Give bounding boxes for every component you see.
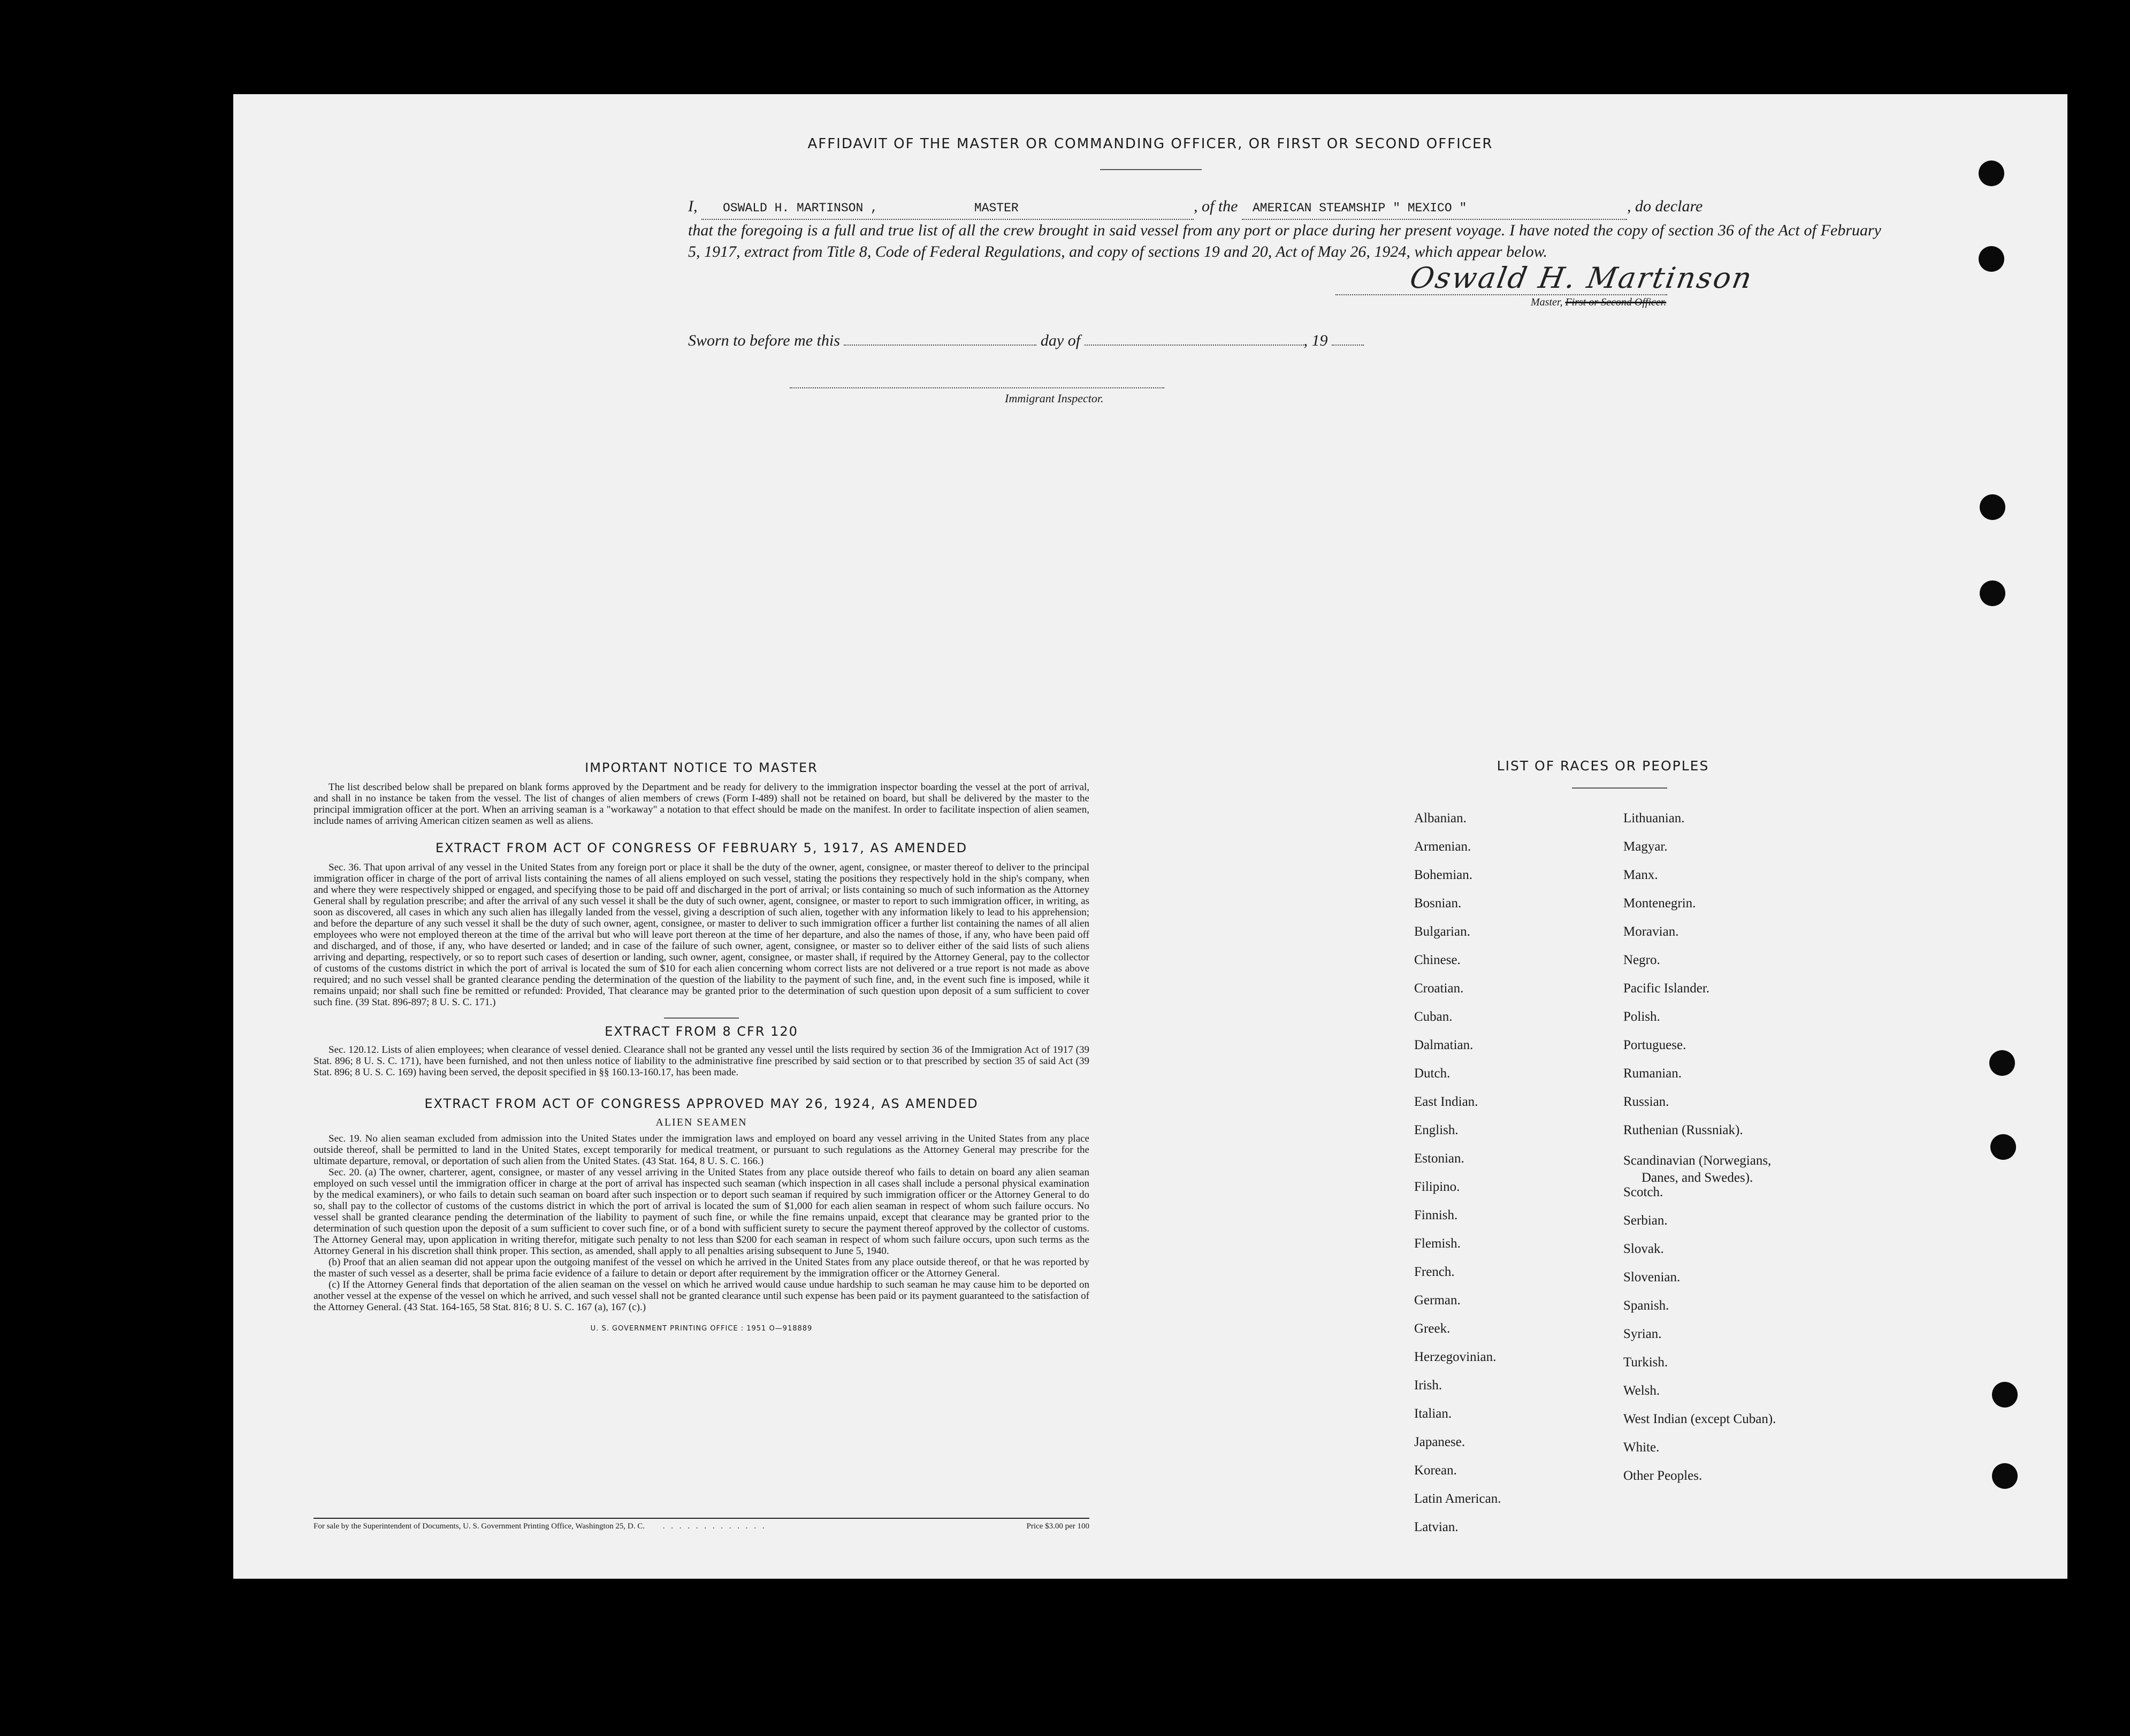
race-item: Scotch. [1623,1185,1663,1199]
race-item: Lithuanian. [1623,811,1685,825]
race-item: Korean. [1414,1463,1457,1478]
race-item: Rumanian. [1623,1066,1682,1081]
inspector-caption: Immigrant Inspector. [1005,392,1104,405]
race-item: Serbian. [1623,1213,1668,1228]
extract-1917-title: EXTRACT FROM ACT OF CONGRESS OF FEBRUARY 5, 1917, AS AMENDED [435,840,968,855]
race-item: Slovenian. [1623,1270,1681,1284]
affidavit-line-1 [688,196,1887,220]
race-item: Portuguese. [1623,1038,1686,1052]
race-item: Estonian. [1414,1151,1464,1166]
race-item: Flemish. [1414,1236,1461,1251]
race-item: Greek. [1414,1321,1450,1336]
punch-hole [1992,1463,2018,1489]
footer-price: Price $3.00 per 100 [1026,1522,1089,1531]
signature-caption: Master, First or Second Officer. [1531,296,1667,308]
race-item: Herzegovinian. [1414,1350,1497,1364]
race-item: Chinese. [1414,953,1461,967]
race-item: Bosnian. [1414,896,1462,911]
race-item: Slovak. [1623,1242,1664,1256]
race-item: Finnish. [1414,1208,1458,1222]
extract-cfr-text: Sec. 120.12. Lists of alien employees; when clearance of vessel denied. Clearance shall not be granted any vessel until the lists required by section 36 of the Immigration Act of 1917 (39 Stat. 896; 8 U. S. C. 171), have been furnished, and not then unless notice of liability to the administrative fine prescribed by said section or to that prescribed by section 35 of said Act (39 Stat. 896; 8 U. S. C. 169) having been served, the deposit specified in §§ 160.13-160.17, has been made. [314,1044,1089,1078]
race-item: West Indian (except Cuban). [1623,1412,1776,1426]
race-item: Bulgarian. [1414,924,1470,939]
race-item: Japanese. [1414,1435,1465,1449]
footer-sale-text: For sale by the Superintendent of Documents, U. S. Government Printing Office, Washington 25, D. C. [314,1522,645,1531]
race-item: Latvian. [1414,1520,1459,1534]
vessel-name: AMERICAN STEAMSHIP " MEXICO " [1253,201,1467,215]
master-rank: MASTER [974,201,1019,215]
race-item: French. [1414,1265,1455,1279]
race-item: Russian. [1623,1095,1669,1109]
race-item: Montenegrin. [1623,896,1696,911]
race-item: Italian. [1414,1406,1452,1421]
gpo-imprint: U. S. GOVERNMENT PRINTING OFFICE : 1951 O—918889 [590,1325,813,1333]
notice-title: IMPORTANT NOTICE TO MASTER [585,760,818,775]
race-item: Other Peoples. [1623,1469,1703,1483]
race-item: Polish. [1623,1010,1660,1024]
races-title: LIST OF RACES OR PEOPLES [1497,758,1709,774]
extract-cfr-title: EXTRACT FROM 8 CFR 120 [605,1024,798,1039]
affidavit-i: I, [688,197,698,215]
master-name-field [701,196,1194,220]
race-item: Armenian. [1414,839,1471,854]
race-item: Negro. [1623,953,1660,967]
race-item: Irish. [1414,1378,1442,1393]
race-item: Bohemian. [1414,868,1473,882]
race-item: Filipino. [1414,1180,1460,1194]
footer-rule [314,1518,1089,1519]
punch-hole [1979,246,2004,272]
race-item: Dutch. [1414,1066,1450,1081]
race-item: Dalmatian. [1414,1038,1474,1052]
extract-1924-p1: Sec. 19. No alien seaman excluded from admission into the United States under the immigration laws and employed on board any vessel arriving in the United States from any place outside thereof, shall be permitted to land in the United States, except temporarily for medical treatment, or pursuant to such regulations as the Attorney General may prescribe for the ultimate departure, removal, or deportation of such alien from the United States. (43 Stat. 164, 8 U. S. C. 166.) [314,1133,1089,1167]
race-item: Manx. [1623,868,1658,882]
race-item: Turkish. [1623,1355,1668,1370]
race-item: English. [1414,1123,1459,1137]
race-item: Ruthenian (Russniak). [1623,1123,1743,1137]
race-item: Cuban. [1414,1010,1453,1024]
extract-1917-text: Sec. 36. That upon arrival of any vessel in the United States from any foreign port or place it shall be the duty of the owner, agent, consignee, or master thereof to deliver to the principal immigration officer in charge of the port of arrival lists containing the names of all aliens employed on such vessel, stating the positions they respectively hold in the ship's company, when and where they were respectively shipped or engaged, and specifying those to be paid off and discharged in the port of arrival; or lists containing so much of such information as the Attorney General shall by regulation prescribe; and after the arrival of any such vessel it shall be the duty of such owner, agent, consignee, or master to report to such immigration officer, in writing, as soon as discovered, all cases in which any such alien has illegally landed from the vessel, giving a description of such alien, together with any information likely to lead to his apprehension; and before the departure of any such vessel it shall be the duty of such owner, agent, consignee, or master to deliver to such immigration officer a further list containing the names of all alien employees who were not employed thereon at the time of the arrival but who will leave port thereon at the time of her departure, and also the names of those, if any, who have been paid off and discharged, and of those, if any, who have deserted or landed; and in case of the failure of such owner, agent, consignee, or master so to deliver either of the said lists of such aliens arriving and departing, respectively, or so to report such cases of desertion or landing, such owner, agent, consignee, or master shall, if required by the Attorney General, pay to the collector of customs of the customs district in which the port of arrival is located the sum of $10 for each alien concerning whom correct lists are not delivered or a true report is not made as above required; and no such vessel shall be granted clearance pending the determination of the question of the liability to the payment of such fine, and, in the event such fine is imposed, while it remains unpaid; nor shall such fine be remitted or refunded: Provided, That clearance may be granted prior to the determination of such question upon deposit of a sum sufficient to cover such fine. (39 Stat. 896-897; 8 U. S. C. 171.) [314,862,1089,1008]
title-divider [1100,169,1202,170]
race-item: Scandinavian (Norwegians, [1623,1153,1772,1168]
extract-1924-title: EXTRACT FROM ACT OF CONGRESS APPROVED MAY 26, 1924, AS AMENDED [424,1096,979,1111]
extract-1924-p4: (c) If the Attorney General finds that deportation of the alien seaman on the vessel on which he arrived would cause undue hardship to such seaman he may cause him to be deported on another vessel at the expense of the vessel on which he arrived, and such vessel shall not be granted clearance until such expense has been paid or its payment guaranteed to the satisfaction of the Attorney General. (43 Stat. 164-165, 58 Stat. 816; 8 U. S. C. 167 (a), 167 (c).) [314,1279,1089,1313]
race-item: Welsh. [1623,1383,1660,1398]
extract-1924-p3: (b) Proof that an alien seaman did not appear upon the outgoing manifest of the vessel on which he arrived in the United States from any place outside thereof, or that he was reported by the master of such vessel as a deserter, shall be prima facie evidence of a failure to detain or deport after requirement by the immigration officer or the Attorney General. [314,1257,1089,1279]
sworn-line: Sworn to before me this day of , 19 [688,332,1364,350]
race-item: Latin American. [1414,1492,1501,1506]
extract-1924-subtitle: ALIEN SEAMEN [655,1116,747,1128]
races-divider [1572,787,1667,789]
punch-hole [1980,494,2005,520]
document-page [233,94,2067,1579]
do-declare-label: , do declare [1627,197,1703,215]
affidavit-body: that the foregoing is a full and true list of all the crew brought in said vessel from any port or place during her present voyage. I have noted the copy of section 36 of the Act of February 5, 1917, extract from Title 8, Code of Federal Regulations, and copy of sections 19 and 20, Act of May 26, 1924, which appear below. [688,221,1881,261]
signature-line [1335,294,1667,295]
race-item: Croatian. [1414,981,1464,996]
left-column [314,760,1089,1333]
race-item: Spanish. [1623,1298,1669,1313]
punch-hole [1992,1382,2018,1408]
race-item: Moravian. [1623,924,1679,939]
of-the-label: , of the [1194,197,1238,215]
notice-text: The list described below shall be prepared on blank forms approved by the Department and be ready for delivery to the immigration inspector boarding the vessel at the port of arrival, and shall in no instance be taken from the vessel. The list of changes of alien members of crews (Form I-489) shall not be retained on board, but shall be delivered by the master to the principal immigration officer at the port. When an arriving seaman is a "workaway" a notation to that effect should be made on the manifest. In order to facilitate inspection of alien seamen, include names of arriving American citizen seamen as well as aliens. [314,782,1089,827]
extract-1924-p2: Sec. 20. (a) The owner, charterer, agent, consignee, or master of any vessel arriving in the United States from any place outside thereof who fails to detain on board any alien seaman employed on such vessel until the immigration officer in charge at the port of arrival has inspected such seaman (which inspection in all cases shall include a personal physical examination by the medical examiners), or who fails to detain such seaman on board after such inspection or to deport such seaman if required by such immigration officer or the Attorney General to do so, shall pay to the collector of customs of the customs district in which the port of arrival is located the sum of $1,000 for each alien seaman in respect of whom such failure occurs. No vessel shall be granted clearance pending the determination of the liability to payment of such fine, or while the fine remains unpaid, except that clearance may be granted prior to the determination of such question upon the deposit of a sum sufficient to cover such fine, or of a bond with sufficient surety to secure the payment thereof approved by the collector of customs. The Attorney General may, upon application in writing therefor, mitigate such penalty to not less than $200 for each seaman in respect of whom such failure occurs, upon such terms as the Attorney General in his discretion shall think proper. This section, as amended, shall apply to all penalties arising subsequent to June 5, 1940. [314,1167,1089,1257]
affidavit-title: AFFIDAVIT OF THE MASTER OR COMMANDING OFFICER, OR FIRST OR SECOND OFFICER [807,136,1493,152]
punch-hole [1980,580,2005,606]
punch-hole [1989,1050,2015,1076]
race-item: Syrian. [1623,1327,1662,1341]
inspector-line [790,387,1164,388]
signature-block [1335,260,1796,330]
race-item: White. [1623,1440,1660,1455]
race-item: German. [1414,1293,1461,1307]
footer: For sale by the Superintendent of Documents, U. S. Government Printing Office, Washington 25, D. C. . . . . . . . . . . . . . Price $3.00 per 100 [314,1522,1089,1531]
divider [664,1018,739,1019]
race-item: East Indian. [1414,1095,1478,1109]
race-item: Pacific Islander. [1623,981,1710,996]
vessel-field [1242,196,1627,220]
punch-hole [1979,160,2004,186]
master-name: OSWALD H. MARTINSON , [723,201,878,215]
signature: Oswald H. Martinson [1407,261,1756,295]
race-item: Danes, and Swedes). [1642,1171,1753,1185]
punch-hole [1990,1134,2016,1160]
race-item: Albanian. [1414,811,1467,825]
affidavit-block [688,196,1887,263]
race-item: Magyar. [1623,839,1668,854]
